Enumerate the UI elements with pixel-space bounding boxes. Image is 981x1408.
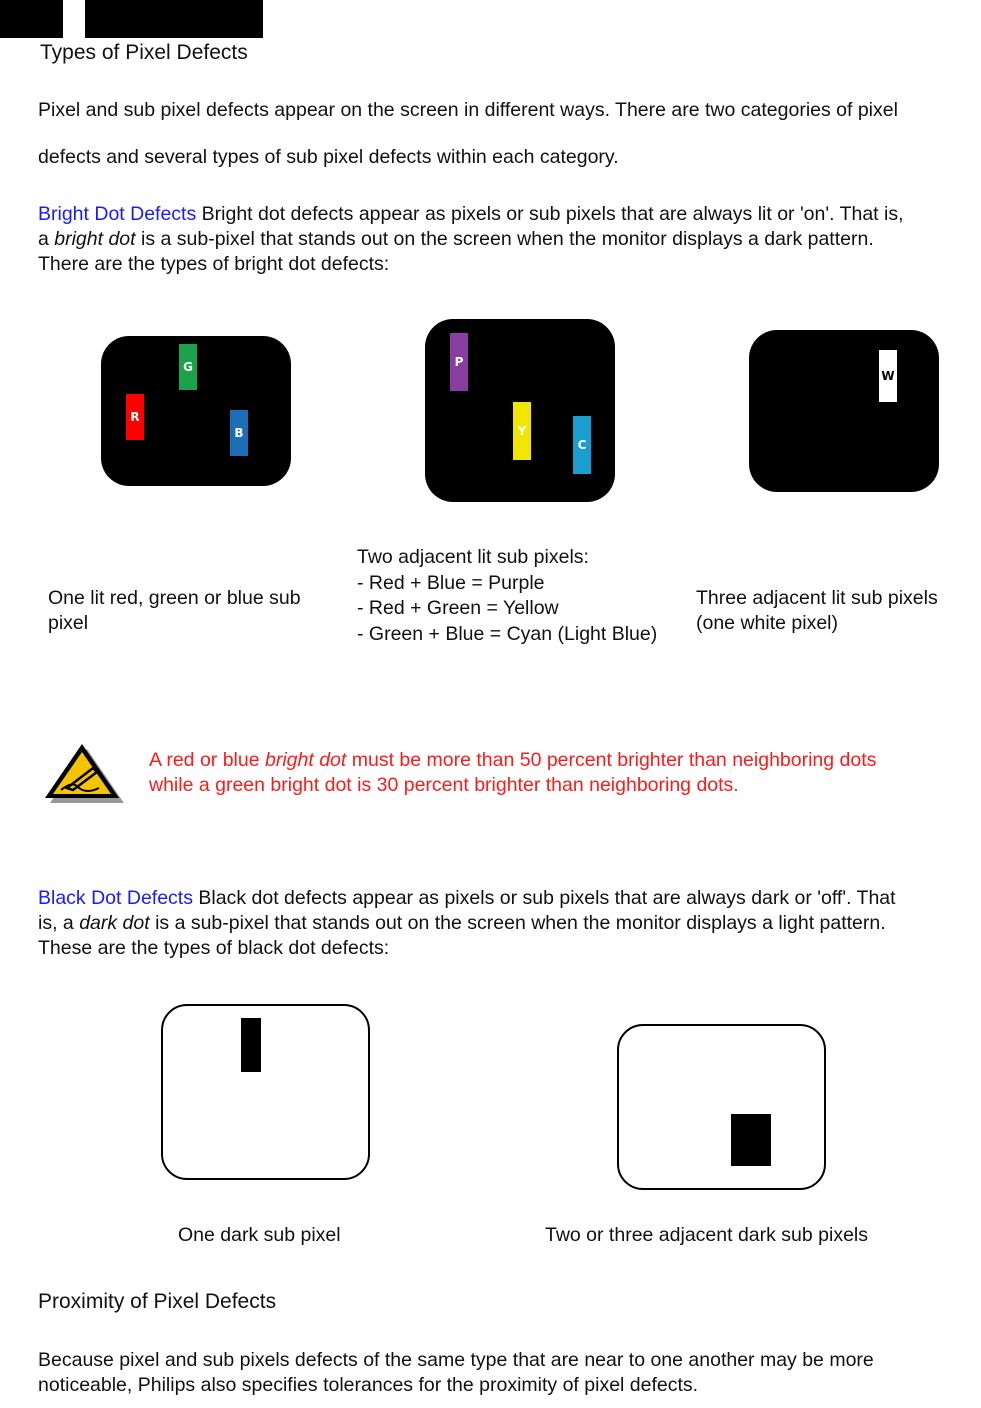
dark-screen-one	[161, 1004, 370, 1180]
subpixel-yellow: Y	[513, 402, 531, 460]
black-dot-paragraph	[38, 886, 978, 961]
subpixel-cyan: C	[573, 416, 591, 474]
bright-screen-one	[101, 336, 291, 486]
dark-subpixel-adjacent	[731, 1114, 771, 1166]
dark-caption-one: One dark sub pixel	[178, 1224, 341, 1246]
dark-caption-two: Two or three adjacent dark sub pixels	[545, 1224, 869, 1246]
bright-caption-three: Three adjacent lit sub pixels (one white pixel)	[696, 587, 938, 634]
black-dot-heading: Black Dot Defects	[38, 887, 193, 909]
proximity-paragraph: Because pixel and sub pixels defects of the same type that are near to one another may be more noticeable, Philips also specifies tolerances for the proximity of pixel defects.	[38, 1349, 874, 1396]
redacted-bar-right	[85, 0, 263, 38]
subpixel-red: R	[126, 394, 144, 440]
redacted-bar-left	[0, 0, 63, 38]
subpixel-white: W	[879, 350, 897, 402]
intro-line-2: defects and several types of sub pixel defects within each category.	[38, 146, 619, 168]
black-text-d: These are the types of black dot defects:	[38, 937, 390, 959]
subpixel-green: G	[179, 344, 197, 390]
bright-text-a: Bright dot defects appear as pixels or sub pixels that are always lit or 'on'. That is,	[196, 203, 904, 225]
black-text-b: is, a	[38, 912, 80, 934]
proximity-title: Proximity of Pixel Defects	[38, 1290, 277, 1313]
bright-text-d: There are the types of bright dot defects:	[38, 253, 390, 275]
dark-subpixel-single	[241, 1018, 261, 1072]
bright-text-b: a	[38, 228, 55, 250]
warning-text: A red or blue bright dot must be more than 50 percent brighter than neighboring dots while a green bright dot is 30 percent brighter than neighboring dots.	[149, 749, 877, 796]
bright-dot-heading: Bright Dot Defects	[38, 203, 197, 225]
bright-dot-paragraph	[38, 202, 978, 277]
bright-screen-three	[749, 330, 939, 492]
black-term: dark dot	[79, 912, 150, 934]
warning-hand-icon	[43, 740, 125, 806]
bright-term: bright dot	[54, 228, 136, 250]
bright-caption-two: Two adjacent lit sub pixels: - Red + Blue = Purple - Red + Green = Yellow - Green + Blue = Cyan (Light Blue)	[357, 546, 658, 645]
subpixel-purple: P	[450, 333, 468, 391]
page-title: Types of Pixel Defects	[40, 41, 248, 64]
intro-line-1: Pixel and sub pixel defects appear on the screen in different ways. There are two categories of pixel	[38, 99, 898, 121]
bright-screen-two	[425, 319, 615, 502]
black-text-c: is a sub-pixel that stands out on the screen when the monitor displays a light pattern.	[149, 912, 886, 934]
dark-screen-two	[617, 1024, 826, 1190]
subpixel-blue: B	[230, 410, 248, 456]
black-text-a: Black dot defects appear as pixels or sub pixels that are always dark or 'off'. That	[192, 887, 896, 909]
bright-text-c: is a sub-pixel that stands out on the screen when the monitor displays a dark pattern.	[135, 228, 874, 250]
bright-caption-one: One lit red, green or blue sub pixel	[48, 587, 301, 634]
